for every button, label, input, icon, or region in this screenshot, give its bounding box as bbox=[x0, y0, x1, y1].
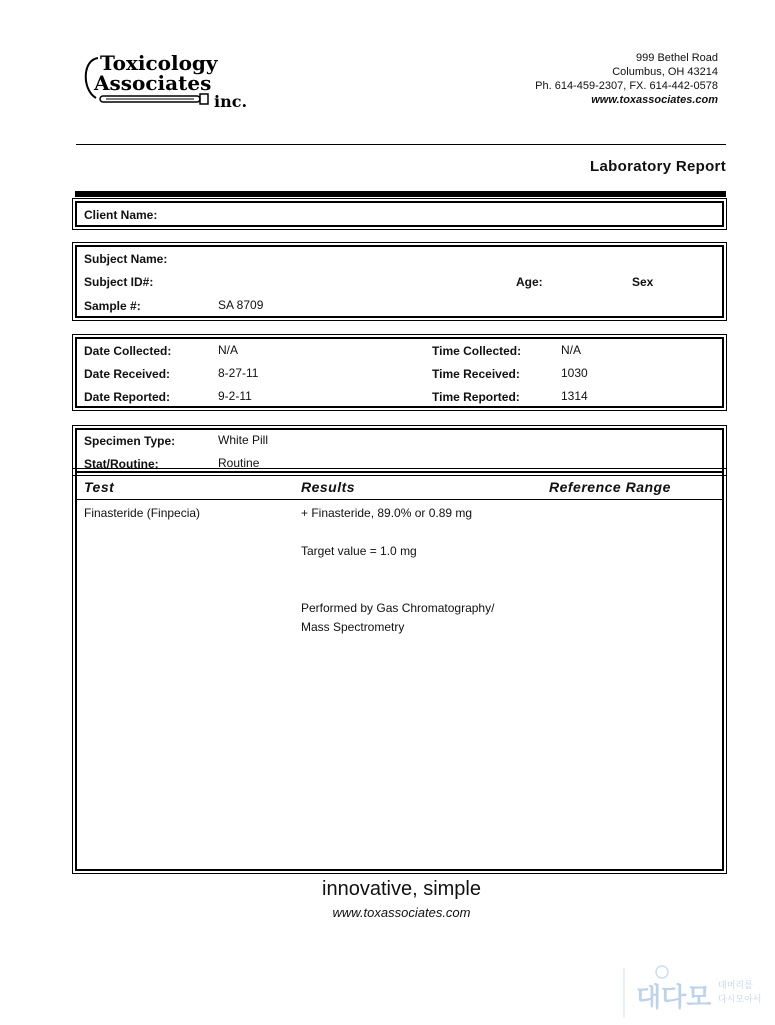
specimen-type-label: Specimen Type: bbox=[84, 434, 176, 448]
time-reported-label: Time Reported: bbox=[432, 390, 520, 404]
title-bar bbox=[75, 191, 726, 197]
date-reported-label: Date Reported: bbox=[84, 390, 171, 404]
time-received-value: 1030 bbox=[561, 366, 588, 380]
result-line-3: Performed by Gas Chromatography/ bbox=[301, 601, 495, 615]
result-line-4: Mass Spectrometry bbox=[301, 620, 405, 634]
header-divider bbox=[76, 144, 726, 145]
result-line-2: Target value = 1.0 mg bbox=[301, 544, 417, 558]
column-header-results: Results bbox=[301, 479, 356, 495]
date-collected-value: N/A bbox=[218, 343, 239, 357]
date-received-value: 8-27-11 bbox=[218, 366, 259, 380]
address-phone: Ph. 614-459-2307, FX. 614-442-0578 bbox=[535, 80, 718, 92]
watermark-brand: 대다모 bbox=[636, 983, 712, 1013]
logo-line3: inc. bbox=[214, 92, 248, 111]
subject-id-label: Subject ID#: bbox=[84, 275, 154, 289]
dates-section bbox=[75, 337, 724, 408]
time-collected-value: N/A bbox=[561, 343, 582, 357]
footer-slogan: innovative, simple bbox=[322, 878, 481, 900]
result-line-1: + Finasteride, 89.0% or 0.89 mg bbox=[301, 506, 473, 520]
report-title: Laboratory Report bbox=[590, 158, 726, 175]
sample-number-value: SA 8709 bbox=[218, 298, 264, 312]
date-received-label: Date Received: bbox=[84, 367, 171, 381]
stat-routine-value: Routine bbox=[218, 456, 260, 470]
test-name: Finasteride (Finpecia) bbox=[84, 506, 201, 520]
time-collected-label: Time Collected: bbox=[432, 344, 522, 358]
client-name-label: Client Name: bbox=[84, 208, 158, 222]
footer-website: www.toxassociates.com bbox=[332, 905, 471, 920]
results-table bbox=[75, 471, 724, 871]
age-label: Age: bbox=[516, 275, 543, 289]
column-header-reference: Reference Range bbox=[549, 479, 671, 495]
subject-section bbox=[75, 245, 724, 318]
watermark-tagline-1: 대머리를 bbox=[718, 981, 753, 991]
logo-line2: Associates bbox=[94, 71, 212, 95]
watermark-logo bbox=[622, 962, 772, 1020]
sample-number-label: Sample #: bbox=[84, 299, 141, 313]
date-reported-value: 9-2-11 bbox=[218, 389, 252, 403]
company-address bbox=[535, 51, 718, 107]
address-website: www.toxassociates.com bbox=[591, 94, 718, 106]
stat-routine-label: Stat/Routine: bbox=[84, 457, 159, 471]
specimen-type-value: White Pill bbox=[218, 433, 269, 447]
logo-graphic bbox=[80, 50, 280, 112]
address-city: Columbus, OH 43214 bbox=[612, 66, 718, 78]
subject-name-label: Subject Name: bbox=[84, 252, 168, 266]
date-collected-label: Date Collected: bbox=[84, 344, 172, 358]
client-section bbox=[75, 201, 724, 227]
table-header-divider bbox=[77, 499, 722, 500]
time-reported-value: 1314 bbox=[561, 389, 588, 403]
time-received-label: Time Received: bbox=[432, 367, 520, 381]
company-logo bbox=[80, 50, 280, 112]
watermark-tagline-2: 다시모아서 bbox=[718, 995, 762, 1005]
column-header-test: Test bbox=[84, 479, 115, 495]
address-street: 999 Bethel Road bbox=[636, 52, 718, 64]
logo-line1: Toxicology bbox=[100, 51, 218, 75]
watermark-graphic bbox=[622, 962, 772, 1020]
sex-label: Sex bbox=[632, 275, 654, 289]
specimen-section bbox=[75, 428, 724, 473]
